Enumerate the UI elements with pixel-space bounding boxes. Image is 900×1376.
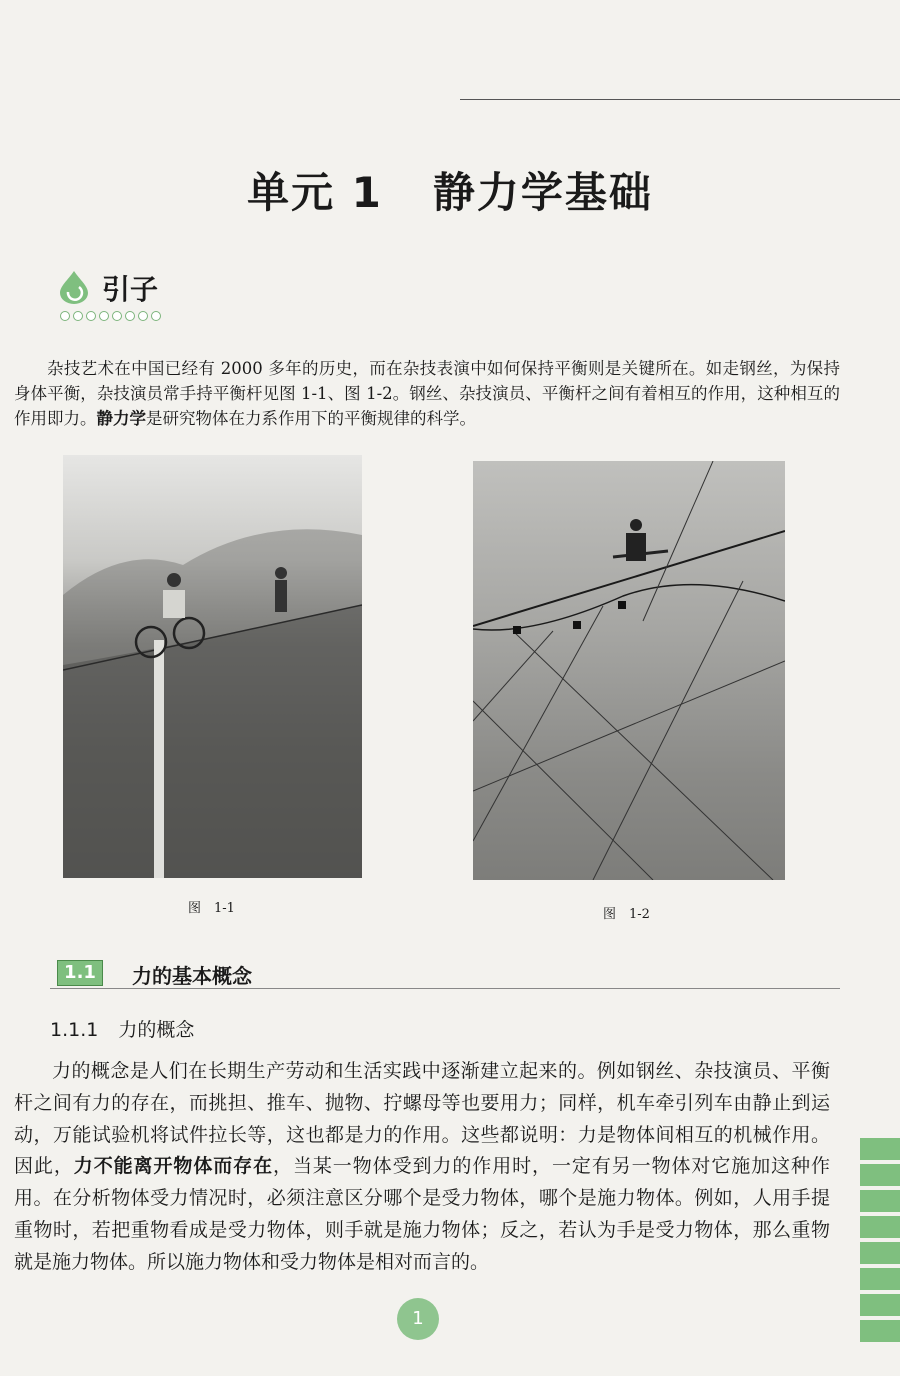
figure-1-2-caption: 图 1-2 [603,907,650,922]
header-rule [460,99,900,100]
figure-1-1-photo [63,455,362,878]
figure-1-2-photo [473,461,785,880]
figure-1-1-caption: 图 1-1 [188,901,235,916]
leaf-drop-icon [58,270,90,304]
intro-label: 引子 [102,273,159,306]
subsection-title: 力的概念 [118,1019,195,1041]
subsection-heading [50,1015,194,1042]
section-number-badge: 1.1 [57,960,103,986]
section-title: 力的基本概念 [132,964,252,988]
decorative-dots [60,311,161,321]
body-paragraph: 力的概念是人们在长期生产劳动和生活实践中逐渐建立起来的。例如钢丝、杂技演员、平衡杆之间有力的存在，而挑担、推车、抛物、拧螺母等也要用力；同样，机车牵引列车由静止到运动，万能试验机将试件拉长等，这也都是力的作用。这些都说明：力是物体间相互的机械作用。因此，力不能离开物体而存在，当某一物体受到力的作用时，一定有另一物体对它施加这种作用。在分析物体受力情况时，必须注意区分哪个是受力物体，哪个是施力物体。例如，人用手提重物时，若把重物看成是受力物体，则手就是施力物体；反之，若认为手是受力物体，那么重物就是施力物体。所以施力物体和受力物体是相对而言的。 [14,1060,830,1273]
page-number: 1 [397,1298,439,1340]
intro-bold-term: 静力学 [96,409,146,428]
unit-title [0,160,900,220]
intro-paragraph: 杂技艺术在中国已经有 2000 多年的历史，而在杂技表演中如何保持平衡则是关键所在。如走钢丝，为保持身体平衡，杂技演员常手持平衡杆见图 1-1、图 1-2。钢丝、杂技演员、平衡杆之间有着相互的作用，这种相互的作用即力。静力学是研究物体在力系作用下的平衡规律的科学。 [14,359,840,428]
section-heading [50,958,840,989]
body-bold-term: 力不能离开物体而存在 [73,1155,274,1178]
unit-number: 单元 1 [247,168,383,217]
subsection-number: 1.1.1 [50,1019,99,1041]
unit-name: 静力学基础 [432,168,653,217]
side-thumb-tabs [860,1138,900,1346]
